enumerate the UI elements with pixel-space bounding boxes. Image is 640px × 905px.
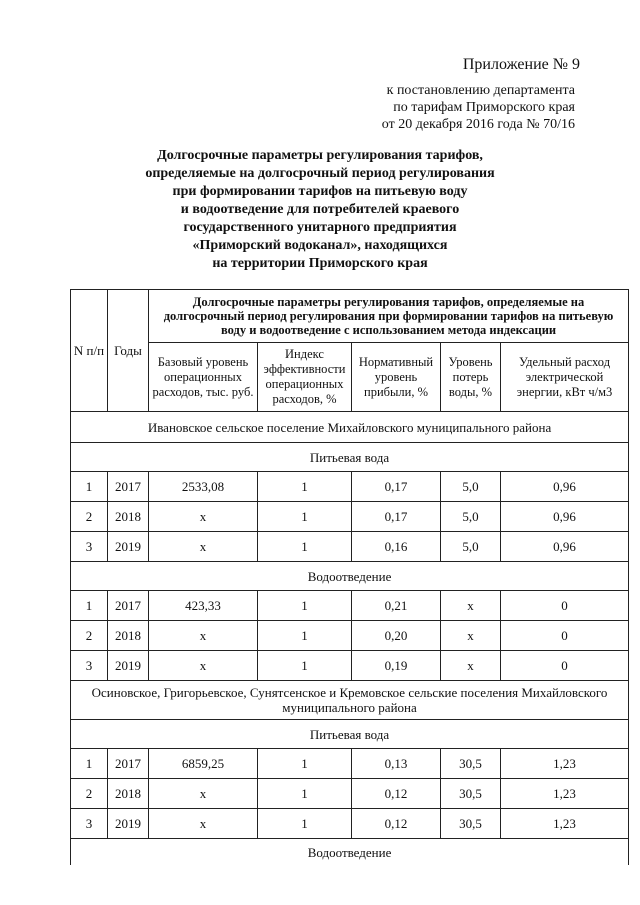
cell-number: 2 [71, 502, 108, 532]
cell-energy-consumption: 0,96 [501, 472, 629, 502]
cell-water-losses: 30,5 [441, 749, 501, 779]
table-row [71, 809, 629, 839]
cell-number: 1 [71, 591, 108, 621]
cell-year: 2018 [108, 621, 149, 651]
cell-base-opex: x [149, 779, 258, 809]
table-row [71, 532, 629, 562]
table-row [71, 621, 629, 651]
section-name: Водоотведение [71, 839, 629, 866]
cell-water-losses: 30,5 [441, 809, 501, 839]
cell-base-opex: 2533,08 [149, 472, 258, 502]
cell-energy-consumption: 1,23 [501, 809, 629, 839]
table-row [71, 502, 629, 532]
appendix-line: к постановлению департамента [386, 83, 575, 98]
cell-profit-level: 0,17 [352, 502, 441, 532]
table-row [71, 651, 629, 681]
cell-profit-level: 0,13 [352, 749, 441, 779]
cell-profit-level: 0,17 [352, 472, 441, 502]
cell-year: 2019 [108, 809, 149, 839]
appendix-block [330, 56, 610, 133]
cell-profit-level: 0,19 [352, 651, 441, 681]
cell-efficiency-index: 1 [258, 502, 352, 532]
section-name: Питьевая вода [71, 720, 629, 749]
column-header-energy-consumption: Удельный расход электрической энергии, кВт ч/м3 [501, 343, 629, 412]
area-name: Осиновское, Григорьевское, Сунятсенское и Кремовское сельские поселения Михайловского муниципального района [71, 681, 629, 720]
cell-base-opex: x [149, 621, 258, 651]
column-header-profit-level: Нормативный уровень прибыли, % [352, 343, 441, 412]
table-row [71, 591, 629, 621]
cell-energy-consumption: 0,96 [501, 502, 629, 532]
cell-base-opex: x [149, 651, 258, 681]
cell-year: 2017 [108, 472, 149, 502]
title-line: на территории Приморского края [212, 256, 428, 271]
cell-year: 2018 [108, 779, 149, 809]
table-row [71, 472, 629, 502]
appendix-title: Приложение № 9 [462, 56, 580, 73]
cell-number: 2 [71, 779, 108, 809]
table-row [71, 779, 629, 809]
cell-water-losses: 5,0 [441, 472, 501, 502]
cell-base-opex: 423,33 [149, 591, 258, 621]
section-row [71, 562, 629, 591]
column-header-number: N п/п [71, 290, 108, 412]
appendix-line: по тарифам Приморского края [393, 100, 575, 115]
cell-efficiency-index: 1 [258, 809, 352, 839]
title-line: и водоотведение для потребителей краевого [180, 202, 460, 217]
cell-energy-consumption: 1,23 [501, 749, 629, 779]
cell-base-opex: 6859,25 [149, 749, 258, 779]
cell-number: 3 [71, 651, 108, 681]
cell-year: 2018 [108, 502, 149, 532]
cell-number: 1 [71, 749, 108, 779]
cell-number: 1 [71, 472, 108, 502]
column-header-water-losses: Уровень потерь воды, % [441, 343, 501, 412]
cell-base-opex: x [149, 502, 258, 532]
cell-number: 2 [71, 621, 108, 651]
title-line: определяемые на долгосрочный период регулирования [145, 166, 495, 181]
cell-efficiency-index: 1 [258, 472, 352, 502]
column-header-base-opex: Базовый уровень операционных расходов, тыс. руб. [149, 343, 258, 412]
group-header: Долгосрочные параметры регулирования тарифов, определяемые на долгосрочный период регулирования при формировании тарифов на питьевую воду и водоотведение с использованием метода индексации [149, 290, 629, 343]
section-row [71, 839, 629, 866]
area-row [71, 681, 629, 720]
cell-profit-level: 0,16 [352, 532, 441, 562]
cell-water-losses: x [441, 651, 501, 681]
cell-water-losses: x [441, 591, 501, 621]
cell-efficiency-index: 1 [258, 532, 352, 562]
cell-year: 2017 [108, 749, 149, 779]
section-row [71, 443, 629, 472]
column-header-efficiency-index: Индекс эффективности операционных расходов, % [258, 343, 352, 412]
area-row [71, 412, 629, 443]
appendix-line: от 20 декабря 2016 года № 70/16 [381, 117, 575, 132]
cell-energy-consumption: 0,96 [501, 532, 629, 562]
cell-water-losses: 5,0 [441, 532, 501, 562]
cell-energy-consumption: 0 [501, 651, 629, 681]
cell-energy-consumption: 1,23 [501, 779, 629, 809]
title-line: при формировании тарифов на питьевую воду [172, 184, 468, 199]
parameters-table [70, 289, 629, 865]
cell-efficiency-index: 1 [258, 591, 352, 621]
cell-efficiency-index: 1 [258, 749, 352, 779]
cell-profit-level: 0,12 [352, 809, 441, 839]
title-line: государственного унитарного предприятия [183, 220, 457, 235]
cell-energy-consumption: 0 [501, 621, 629, 651]
cell-base-opex: x [149, 809, 258, 839]
cell-year: 2019 [108, 651, 149, 681]
table-body [71, 412, 629, 866]
cell-water-losses: x [441, 621, 501, 651]
title-line: Долгосрочные параметры регулирования тарифов, [157, 148, 483, 163]
area-name: Ивановское сельское поселение Михайловского муниципального района [71, 412, 629, 443]
cell-efficiency-index: 1 [258, 651, 352, 681]
cell-year: 2019 [108, 532, 149, 562]
cell-water-losses: 30,5 [441, 779, 501, 809]
cell-efficiency-index: 1 [258, 779, 352, 809]
column-header-years: Годы [108, 290, 149, 412]
cell-efficiency-index: 1 [258, 621, 352, 651]
section-name: Водоотведение [71, 562, 629, 591]
document-title [100, 147, 540, 273]
cell-energy-consumption: 0 [501, 591, 629, 621]
cell-number: 3 [71, 532, 108, 562]
cell-base-opex: x [149, 532, 258, 562]
section-name: Питьевая вода [71, 443, 629, 472]
cell-profit-level: 0,20 [352, 621, 441, 651]
cell-profit-level: 0,12 [352, 779, 441, 809]
cell-profit-level: 0,21 [352, 591, 441, 621]
cell-water-losses: 5,0 [441, 502, 501, 532]
section-row [71, 720, 629, 749]
cell-number: 3 [71, 809, 108, 839]
title-line: «Приморский водоканал», находящихся [192, 238, 448, 253]
table-row [71, 749, 629, 779]
cell-year: 2017 [108, 591, 149, 621]
